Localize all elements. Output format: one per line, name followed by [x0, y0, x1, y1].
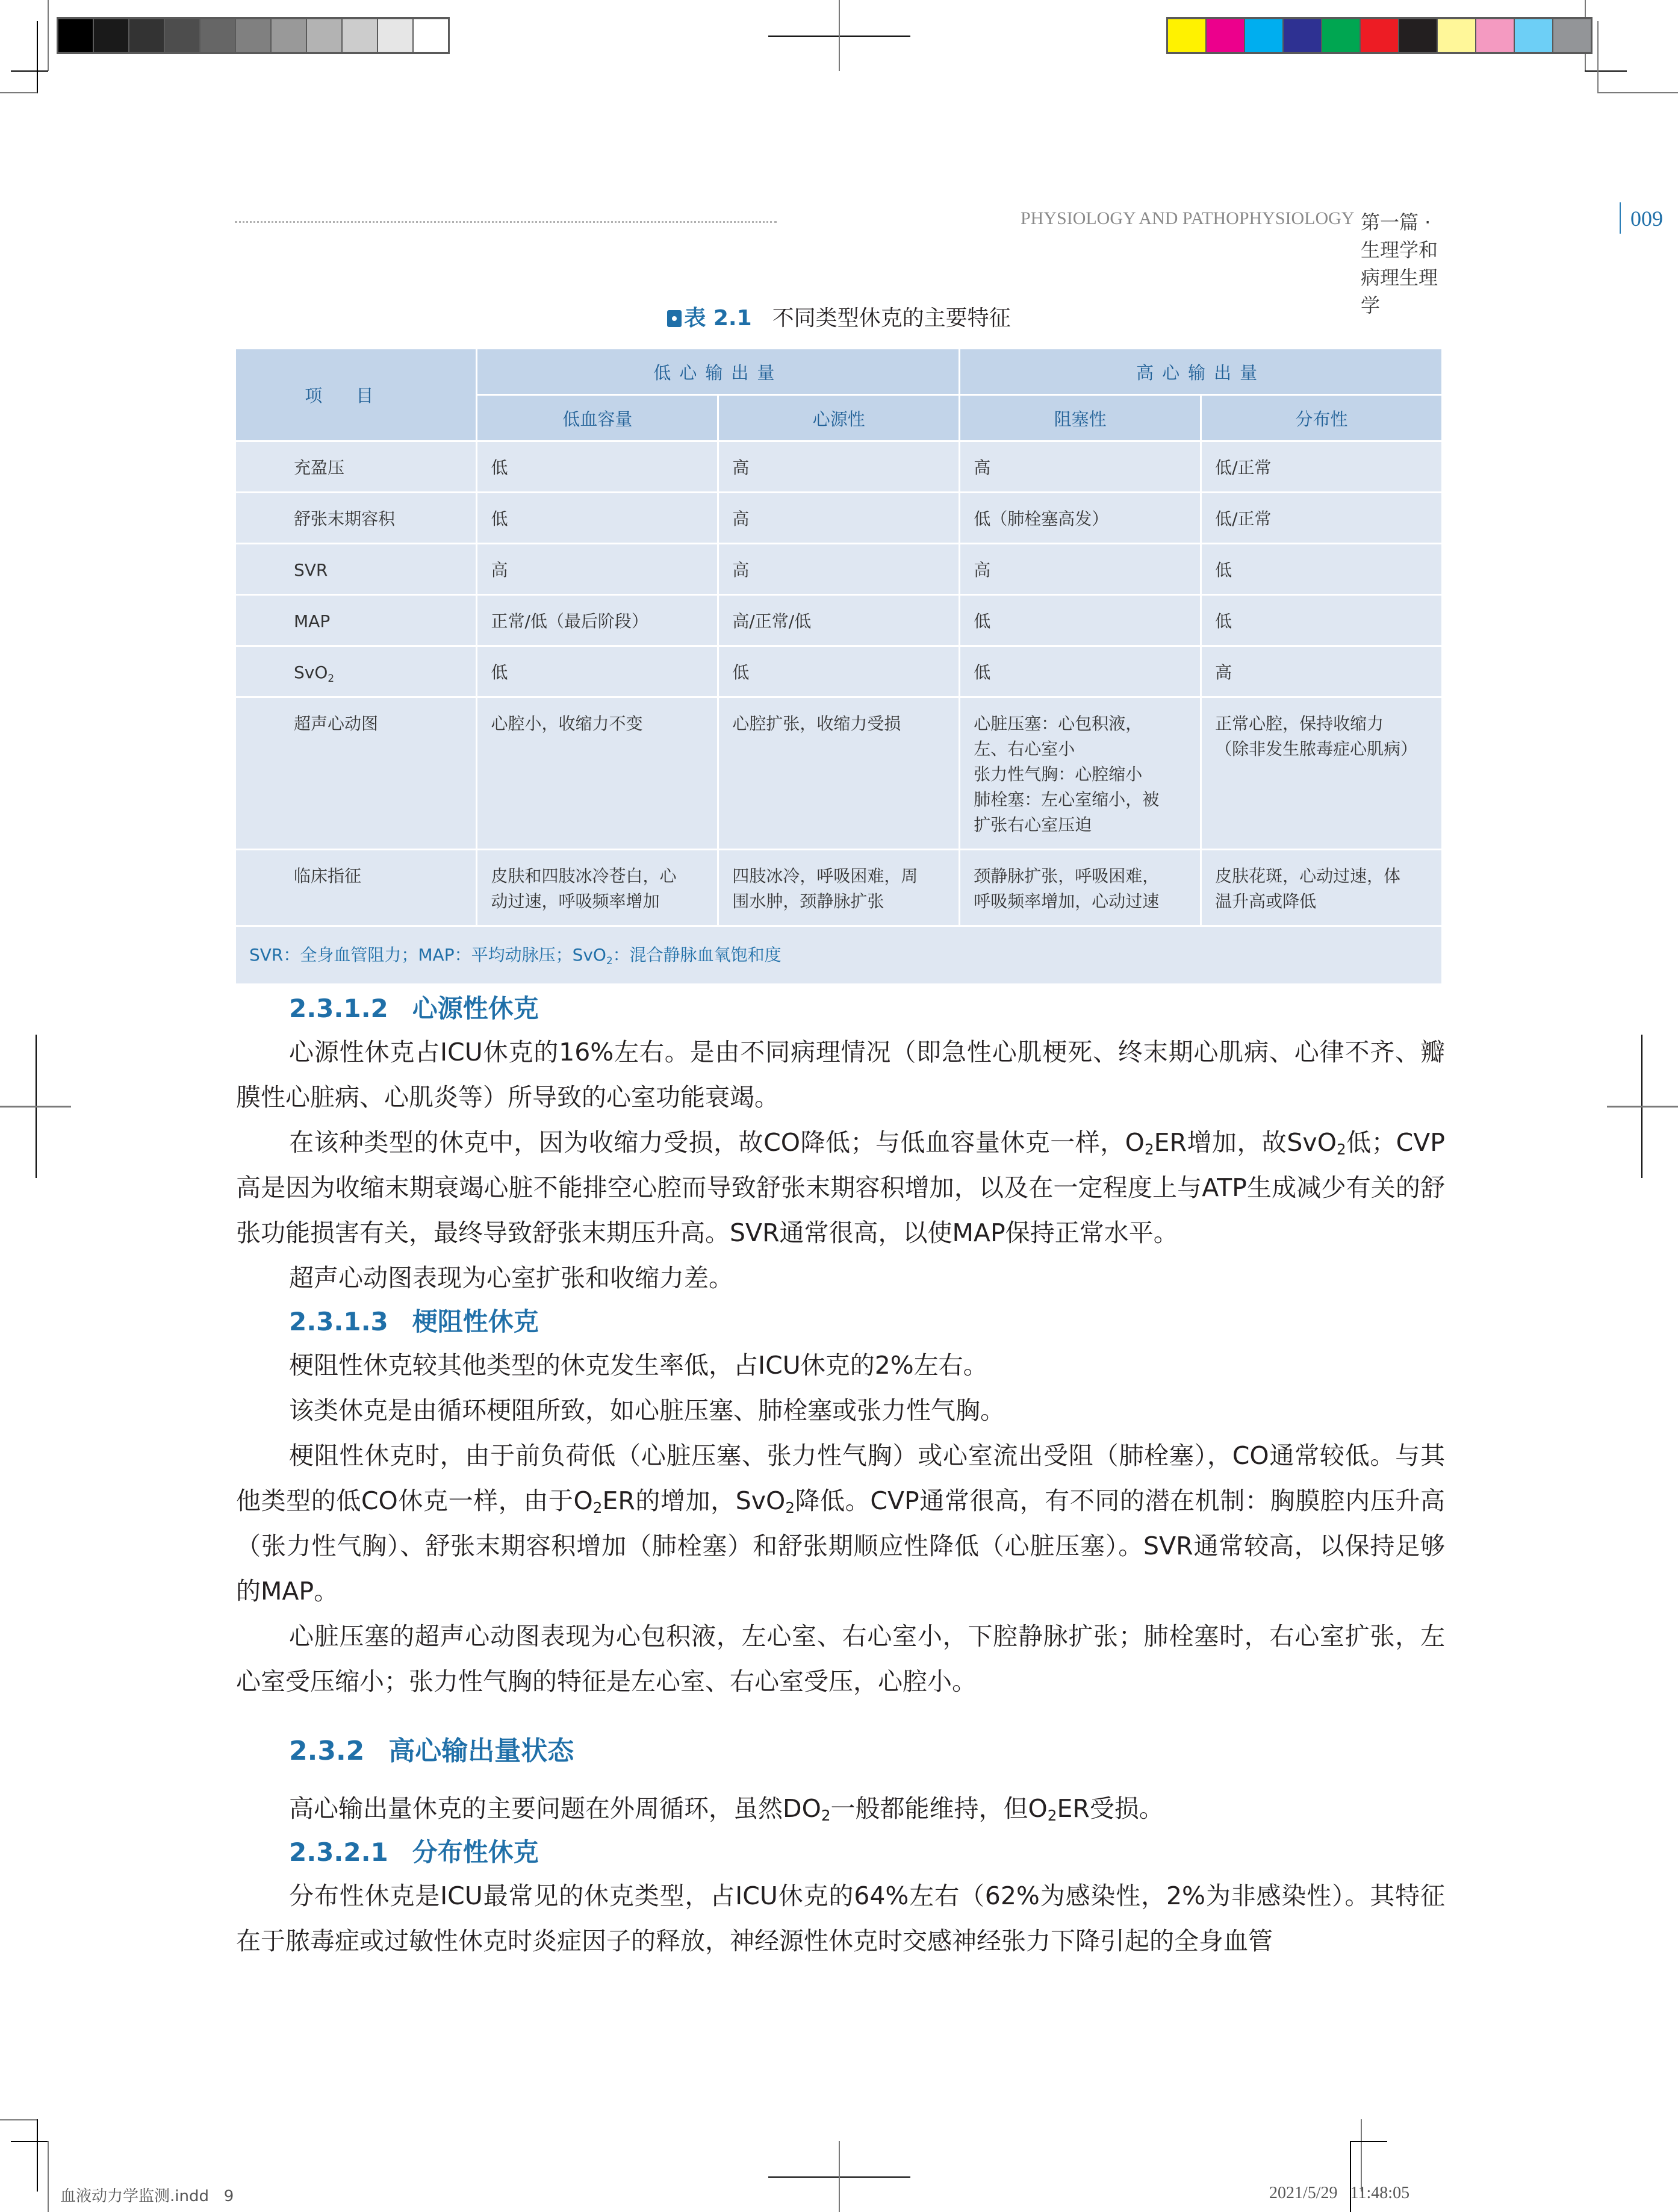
paragraph: 心脏压塞的超声心动图表现为心包积液，左心室、右心室小，下腔静脉扩张；肺栓塞时，右心室扩张，左心室受压缩小；张力性气胸的特征是左心室、右心室受压，心腔小。 [236, 1622, 1445, 1696]
header-distributive: 分布性 [1202, 396, 1441, 440]
color-swatch [1476, 19, 1514, 52]
crop-mark [11, 2141, 48, 2142]
table-cell: 低 [477, 442, 717, 491]
header-chinese-title: 第一篇 · 生理学和病理生理学 [1361, 211, 1438, 317]
table-cell: 低 [960, 647, 1200, 696]
table-cell: 高 [960, 442, 1200, 491]
paragraph: 分布性休克是ICU最常见的休克类型，占ICU休克的64%左右（62%为感染性，2%为非感染性）。其特征在于脓毒症或过敏性休克时炎症因子的释放，神经源性休克时交感神经张力下降引起的全身血管 [236, 1881, 1445, 1955]
crop-mark [37, 2119, 38, 2192]
paragraph: 在该种类型的休克中，因为收缩力受损，故CO降低；与低血容量休克一样，$O_2ER$增加，故SvO$_2$低；CVP高是因为收缩末期衰竭心脏不能排空心腔而导致舒张末期容积增加，以及在一定程度上与ATP生成减少有关的舒张功能损害有关，最终导致舒张末期压升高。SVR通常很高，以使MAP保持正常水平。 [236, 1128, 1445, 1247]
header-item: 项目 [236, 349, 476, 440]
table-cell: 低 [477, 493, 717, 543]
paragraph: 超声心动图表现为心室扩张和收缩力差。 [289, 1263, 733, 1292]
color-swatch [1207, 19, 1244, 52]
header-group-high-output: 高心输出量 [960, 349, 1441, 394]
color-swatch [1515, 19, 1552, 52]
table-cell: 心腔扩张，收缩力受损 [719, 698, 959, 849]
table-cell: 皮肤花斑，心动过速，体 温升高或降低 [1202, 850, 1441, 925]
row-label: MAP [236, 596, 476, 645]
table-cell: 低（肺栓塞高发） [960, 493, 1200, 543]
color-swatch [1361, 19, 1398, 52]
crop-mark [0, 92, 37, 93]
paragraph: 高心输出量休克的主要问题在外周循环，虽然$DO_2$一般都能维持，但$O_2ER$受损。 [289, 1794, 1164, 1824]
table-row [236, 493, 1441, 543]
crop-mark [1585, 70, 1627, 72]
crop-mark [1350, 2141, 1387, 2142]
table-cell: 高 [719, 544, 959, 594]
color-swatch [1284, 19, 1321, 52]
table-cell: 高 [719, 493, 959, 543]
color-swatch [236, 19, 270, 52]
registration-mark [1607, 1106, 1678, 1108]
crop-mark [48, 0, 49, 71]
table-caption [0, 301, 1678, 332]
paragraph: 该类休克是由循环梗阻所致，如心脏压塞、肺栓塞或张力性气胸。 [289, 1396, 1005, 1425]
process-color-bar [1166, 17, 1593, 54]
header-cardiogenic: 心源性 [719, 396, 959, 440]
color-swatch [1168, 19, 1205, 52]
crop-mark [37, 21, 38, 93]
table-cell: 高 [1202, 647, 1441, 696]
table-cell: 心脏压塞：心包积液， 左、右心室小 张力性气胸：心腔缩小 肺栓塞：左心室缩小，被 扩张右心室压迫 [960, 698, 1200, 849]
table-cell: 高 [477, 544, 717, 594]
table-cell: 低 [1202, 596, 1441, 645]
section-heading-2312: 2.3.1.2 心源性休克 [289, 994, 539, 1023]
table-cell: 四肢冰冷，呼吸困难，周 围水肿，颈静脉扩张 [719, 850, 959, 925]
color-swatch [1322, 19, 1359, 52]
shock-types-table [234, 347, 1443, 985]
color-swatch [165, 19, 199, 52]
table-cell: 心腔小，收缩力不变 [477, 698, 717, 849]
table-cell: 正常心腔，保持收缩力 （除非发生脓毒症心肌病） [1202, 698, 1441, 849]
table-cell: 低/正常 [1202, 442, 1441, 491]
crop-mark [1361, 2119, 1362, 2192]
section-heading-232: 2.3.2 高心输出量状态 [289, 1736, 574, 1766]
crop-mark [48, 2141, 49, 2212]
crop-mark [1597, 21, 1599, 93]
color-swatch [307, 19, 341, 52]
table-cell: 低 [1202, 544, 1441, 594]
grayscale-color-bar [57, 17, 450, 54]
table-row [236, 596, 1441, 645]
registration-mark [0, 1106, 71, 1108]
paragraph: 梗阻性休克时，由于前负荷低（心脏压塞、张力性气胸）或心室流出受阻（肺栓塞），CO通常较低。与其他类型的低CO休克一样，由于$O_2ER$的增加，SvO$_2$降低。CVP通常很高，有不同的潜在机制：胸膜腔内压升高（张力性气胸）、舒张末期容积增加（肺栓塞）和舒张期顺应性降低（心脏压塞）。SVR通常较高，以保持足够的MAP。 [236, 1441, 1445, 1606]
table-row [236, 850, 1441, 925]
color-swatch [1553, 19, 1591, 52]
row-label: 舒张末期容积 [236, 493, 476, 543]
color-swatch [272, 19, 306, 52]
table-cell: 低 [719, 647, 959, 696]
table-cell: 皮肤和四肢冰冷苍白，心 动过速，呼吸频率增加 [477, 850, 717, 925]
slug-filename: 血液动力学监测.indd 9 [60, 2187, 234, 2205]
table-cell: 高/正常/低 [719, 596, 959, 645]
header-group-low-output: 低心输出量 [477, 349, 959, 394]
crop-mark [11, 70, 48, 72]
table-row [236, 647, 1441, 696]
header-obstructive: 阻塞性 [960, 396, 1200, 440]
table-footnote: SVR：全身血管阻力；MAP：平均动脉压；SvO$_2$：混合静脉血氧饱和度 [236, 927, 1441, 983]
table-row [236, 544, 1441, 594]
color-swatch [58, 19, 93, 52]
registration-mark [839, 0, 840, 71]
row-label: SvO$_2$ [236, 647, 476, 696]
table-footnote-row [236, 927, 1441, 983]
color-swatch [129, 19, 164, 52]
crop-mark [0, 2119, 37, 2120]
color-swatch [1438, 19, 1475, 52]
slug-timestamp: 2021/5/29 11:48:05 [1269, 2184, 1410, 2202]
body-content [236, 988, 1445, 1964]
table-cell: 低 [960, 596, 1200, 645]
header-dotted-rule [235, 221, 777, 223]
color-swatch [414, 19, 448, 52]
page-number: 009 [1630, 207, 1663, 231]
table-cell: 颈静脉扩张，呼吸困难， 呼吸频率增加，心动过速 [960, 850, 1200, 925]
table-marker-icon [667, 310, 682, 327]
section-heading-2313: 2.3.1.3 梗阻性休克 [289, 1307, 539, 1336]
header-english-title: PHYSIOLOGY AND PATHOPHYSIOLOGY [1021, 208, 1355, 228]
table-number: 表 2.1 [684, 306, 752, 331]
color-swatch [1399, 19, 1437, 52]
row-label: 超声心动图 [236, 698, 476, 849]
table-cell: 高 [719, 442, 959, 491]
color-swatch [94, 19, 128, 52]
registration-mark [839, 2141, 840, 2212]
row-label: 临床指征 [236, 850, 476, 925]
section-heading-2321: 2.3.2.1 分布性休克 [289, 1837, 539, 1867]
color-swatch [378, 19, 412, 52]
table-cell: 高 [960, 544, 1200, 594]
row-label: 充盈压 [236, 442, 476, 491]
table-row [236, 442, 1441, 491]
table-cell: 低 [477, 647, 717, 696]
table-cell: 低/正常 [1202, 493, 1441, 543]
table-row [236, 698, 1441, 849]
header-divider [1620, 202, 1621, 234]
row-label: SVR [236, 544, 476, 594]
paragraph: 心源性休克占ICU休克的16%左右。是由不同病理情况（即急性心肌梗死、终末期心肌病、心律不齐、瓣膜性心脏病、心肌炎等）所导致的心室功能衰竭。 [236, 1038, 1445, 1112]
color-swatch [343, 19, 377, 52]
table-cell: 正常/低（最后阶段） [477, 596, 717, 645]
crop-mark [1597, 92, 1678, 93]
color-swatch [200, 19, 235, 52]
table-title: 不同类型休克的主要特征 [772, 306, 1011, 331]
running-header [235, 205, 1663, 317]
color-swatch [1245, 19, 1282, 52]
paragraph: 梗阻性休克较其他类型的休克发生率低，占ICU休克的2%左右。 [289, 1351, 988, 1380]
header-hypovolemic: 低血容量 [477, 396, 717, 440]
